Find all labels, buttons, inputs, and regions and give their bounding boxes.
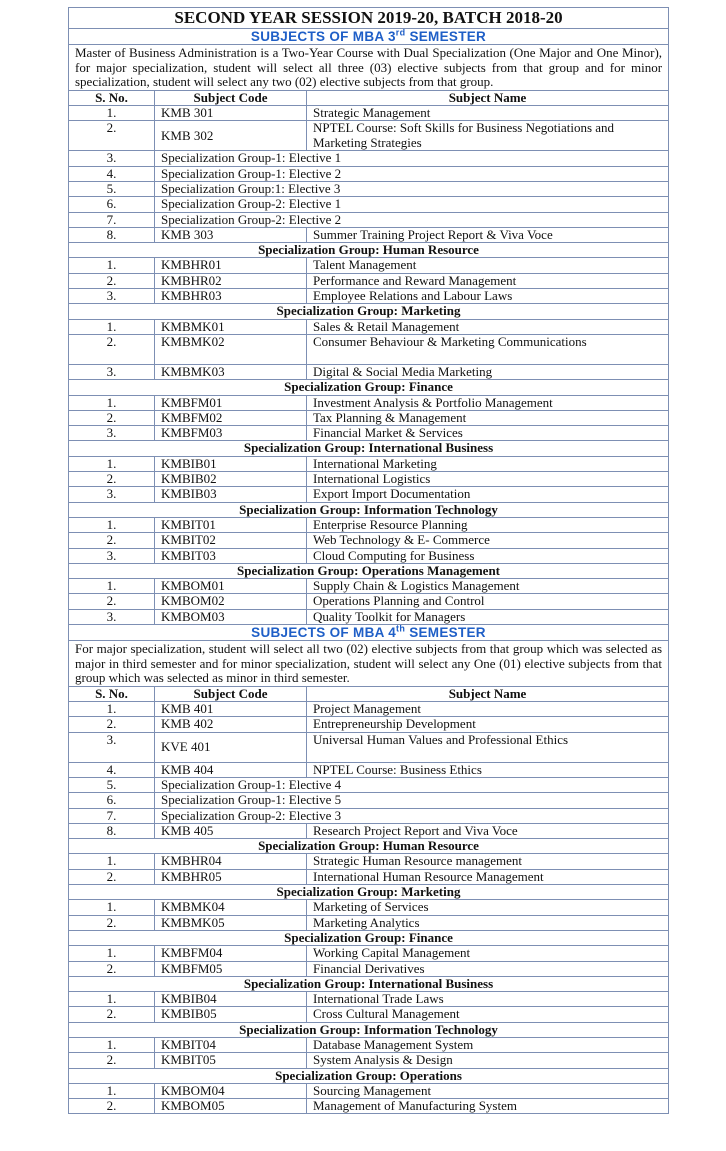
- table-row: [69, 121, 669, 151]
- elective-slot: Specialization Group-1: Elective 4: [155, 777, 669, 792]
- subject-code: KMBMK04: [155, 900, 307, 915]
- row-number: 3.: [69, 426, 155, 441]
- row-number: 2.: [69, 1099, 155, 1114]
- subject-code: KMBOM04: [155, 1083, 307, 1098]
- group-heading-row: [69, 380, 669, 395]
- table-row: [69, 594, 669, 609]
- row-number: 1.: [69, 992, 155, 1007]
- row-number: 1.: [69, 579, 155, 594]
- subject-name: Marketing of Services: [307, 900, 669, 915]
- sem4-intro-row: [69, 640, 669, 686]
- subject-code: KMBOM01: [155, 579, 307, 594]
- group-heading-row: [69, 243, 669, 258]
- subject-name: Performance and Reward Management: [307, 273, 669, 288]
- table-row: [69, 1083, 669, 1098]
- subject-name: Financial Derivatives: [307, 961, 669, 976]
- row-number: 2.: [69, 334, 155, 364]
- row-number: 1.: [69, 106, 155, 121]
- subject-code: KMBMK01: [155, 319, 307, 334]
- group-heading-row: [69, 1068, 669, 1083]
- row-number: 2.: [69, 594, 155, 609]
- subject-code: KMBIT01: [155, 517, 307, 532]
- row-number: 3.: [69, 364, 155, 379]
- table-row: [69, 793, 669, 808]
- heading-text: SUBJECTS OF MBA 4: [251, 624, 397, 640]
- row-number: 2.: [69, 410, 155, 425]
- subject-name: Management of Manufacturing System: [307, 1099, 669, 1114]
- subject-code: KMBMK03: [155, 364, 307, 379]
- column-header-row: [69, 686, 669, 701]
- subject-name: Strategic Management: [307, 106, 669, 121]
- row-number: 1.: [69, 395, 155, 410]
- table-row: [69, 1038, 669, 1053]
- group-heading-row: [69, 839, 669, 854]
- subject-code: KMB 402: [155, 717, 307, 732]
- subject-code: KMBIB01: [155, 456, 307, 471]
- subject-name: International Logistics: [307, 472, 669, 487]
- group-heading-row: [69, 502, 669, 517]
- row-number: 1.: [69, 456, 155, 471]
- table-row: [69, 915, 669, 930]
- table-row: [69, 946, 669, 961]
- row-number: 2.: [69, 472, 155, 487]
- subject-name: Sourcing Management: [307, 1083, 669, 1098]
- table-row: [69, 472, 669, 487]
- table-row: [69, 106, 669, 121]
- table-row: [69, 1053, 669, 1068]
- subject-code: KMBIB04: [155, 992, 307, 1007]
- subject-name: Cloud Computing for Business: [307, 548, 669, 563]
- table-row: [69, 717, 669, 732]
- subject-code: KMBIT04: [155, 1038, 307, 1053]
- subject-code: KMBHR05: [155, 869, 307, 884]
- subject-name: Employee Relations and Labour Laws: [307, 289, 669, 304]
- document-title-row: [69, 8, 669, 29]
- subject-code: KMBFM05: [155, 961, 307, 976]
- subject-code: KMBOM02: [155, 594, 307, 609]
- subject-name: Sales & Retail Management: [307, 319, 669, 334]
- table-row: [69, 319, 669, 334]
- subject-name: International Human Resource Management: [307, 869, 669, 884]
- table-row: [69, 777, 669, 792]
- subject-code: KMBHR02: [155, 273, 307, 288]
- subject-name: Universal Human Values and Professional Ethics: [307, 732, 669, 762]
- row-number: 3.: [69, 548, 155, 563]
- subject-code: KMBIT02: [155, 533, 307, 548]
- group-heading: Specialization Group: Marketing: [69, 304, 669, 319]
- subject-code: KVE 401: [155, 732, 307, 762]
- subject-code: KMBFM01: [155, 395, 307, 410]
- subject-name: Talent Management: [307, 258, 669, 273]
- table-row: [69, 273, 669, 288]
- table-row: [69, 456, 669, 471]
- row-number: 3.: [69, 151, 155, 166]
- row-number: 1.: [69, 1083, 155, 1098]
- subject-code: KMB 404: [155, 762, 307, 777]
- table-row: [69, 364, 669, 379]
- table-row: [69, 1099, 669, 1114]
- column-header-name: Subject Name: [307, 686, 669, 701]
- row-number: 7.: [69, 808, 155, 823]
- subject-code: KMB 401: [155, 702, 307, 717]
- sem4-heading-row: [69, 624, 669, 640]
- subject-code: KMBIT05: [155, 1053, 307, 1068]
- row-number: 1.: [69, 702, 155, 717]
- heading-suffix: SEMESTER: [405, 29, 487, 44]
- sem4-intro-text: For major specialization, student will select all two (02) elective subjects from that group which was selected as major in third semester and for minor specialization, student will select any One (01) elective subjects from that group which was selected as minor in third semester.: [69, 640, 669, 686]
- subject-name: NPTEL Course: Business Ethics: [307, 762, 669, 777]
- group-heading-row: [69, 563, 669, 578]
- table-row: [69, 961, 669, 976]
- group-heading: Specialization Group: Marketing: [69, 885, 669, 900]
- subject-name: International Trade Laws: [307, 992, 669, 1007]
- table-row: [69, 823, 669, 838]
- table-row: [69, 548, 669, 563]
- group-heading: Specialization Group: Human Resource: [69, 839, 669, 854]
- table-row: [69, 732, 669, 762]
- elective-slot: Specialization Group-1: Elective 2: [155, 166, 669, 181]
- row-number: 1.: [69, 900, 155, 915]
- row-number: 3.: [69, 487, 155, 502]
- row-number: 3.: [69, 289, 155, 304]
- table-row: [69, 410, 669, 425]
- document-title: SECOND YEAR SESSION 2019-20, BATCH 2018-20: [69, 8, 669, 29]
- row-number: 5.: [69, 777, 155, 792]
- elective-slot: Specialization Group:1: Elective 3: [155, 181, 669, 196]
- column-header-name: Subject Name: [307, 90, 669, 105]
- subject-code: KMBHR03: [155, 289, 307, 304]
- group-heading: Specialization Group: Operations: [69, 1068, 669, 1083]
- table-row: [69, 900, 669, 915]
- row-number: 3.: [69, 609, 155, 624]
- subject-code: KMBFM03: [155, 426, 307, 441]
- subject-code: KMBFM04: [155, 946, 307, 961]
- table-row: [69, 197, 669, 212]
- row-number: 4.: [69, 762, 155, 777]
- sem3-heading: [69, 29, 669, 45]
- subject-name: Consumer Behaviour & Marketing Communications: [307, 334, 669, 364]
- subject-code: KMBFM02: [155, 410, 307, 425]
- sem3-heading-row: [69, 29, 669, 45]
- elective-slot: Specialization Group-2: Elective 1: [155, 197, 669, 212]
- subject-name: International Marketing: [307, 456, 669, 471]
- subject-name: Marketing Analytics: [307, 915, 669, 930]
- subject-code: KMBMK02: [155, 334, 307, 364]
- group-heading-row: [69, 930, 669, 945]
- subject-code: KMB 303: [155, 227, 307, 242]
- subject-code: KMBOM05: [155, 1099, 307, 1114]
- table-row: [69, 992, 669, 1007]
- row-number: 2.: [69, 1007, 155, 1022]
- elective-slot: Specialization Group-2: Elective 2: [155, 212, 669, 227]
- row-number: 1.: [69, 946, 155, 961]
- table-row: [69, 227, 669, 242]
- subject-name: Web Technology & E- Commerce: [307, 533, 669, 548]
- heading-ordinal: rd: [395, 28, 406, 38]
- row-number: 8.: [69, 823, 155, 838]
- group-heading-row: [69, 1022, 669, 1037]
- table-row: [69, 854, 669, 869]
- subject-name: NPTEL Course: Soft Skills for Business Negotiations and Marketing Strategies: [307, 121, 669, 151]
- table-row: [69, 334, 669, 364]
- sem3-intro-row: [69, 45, 669, 91]
- subject-code: KMBIB05: [155, 1007, 307, 1022]
- group-heading: Specialization Group: Finance: [69, 930, 669, 945]
- table-row: [69, 258, 669, 273]
- subject-name: Supply Chain & Logistics Management: [307, 579, 669, 594]
- group-heading: Specialization Group: International Business: [69, 976, 669, 991]
- subjects-document: [68, 7, 668, 1114]
- subject-name: Operations Planning and Control: [307, 594, 669, 609]
- table-row: [69, 151, 669, 166]
- table-row: [69, 487, 669, 502]
- subject-name: Digital & Social Media Marketing: [307, 364, 669, 379]
- subject-name: Investment Analysis & Portfolio Management: [307, 395, 669, 410]
- row-number: 3.: [69, 732, 155, 762]
- elective-slot: Specialization Group-1: Elective 1: [155, 151, 669, 166]
- subject-name: Quality Toolkit for Managers: [307, 609, 669, 624]
- row-number: 6.: [69, 197, 155, 212]
- subject-code: KMB 302: [155, 121, 307, 151]
- group-heading-row: [69, 304, 669, 319]
- table-row: [69, 808, 669, 823]
- subject-name: Cross Cultural Management: [307, 1007, 669, 1022]
- subject-code: KMBIB03: [155, 487, 307, 502]
- row-number: 4.: [69, 166, 155, 181]
- subject-name: Financial Market & Services: [307, 426, 669, 441]
- table-row: [69, 426, 669, 441]
- row-number: 2.: [69, 915, 155, 930]
- table-row: [69, 289, 669, 304]
- subject-code: KMBOM03: [155, 609, 307, 624]
- row-number: 5.: [69, 181, 155, 196]
- table-row: [69, 533, 669, 548]
- group-heading: Specialization Group: Information Technology: [69, 502, 669, 517]
- group-heading: Specialization Group: Information Technology: [69, 1022, 669, 1037]
- table-row: [69, 517, 669, 532]
- row-number: 6.: [69, 793, 155, 808]
- group-heading: Specialization Group: Finance: [69, 380, 669, 395]
- row-number: 2.: [69, 869, 155, 884]
- column-header-code: Subject Code: [155, 686, 307, 701]
- table-row: [69, 762, 669, 777]
- subject-code: KMBIT03: [155, 548, 307, 563]
- sem3-intro-text: Master of Business Administration is a Two-Year Course with Dual Specialization (One Major and One Minor), for major specialization, student will select all three (03) elective subjects from that group and for minor specialization, student will select any two (02) elective subjects from that group.: [69, 45, 669, 91]
- subject-name: Enterprise Resource Planning: [307, 517, 669, 532]
- row-number: 2.: [69, 121, 155, 151]
- table-row: [69, 1007, 669, 1022]
- subjects-table: [68, 7, 669, 1114]
- group-heading-row: [69, 441, 669, 456]
- group-heading: Specialization Group: Operations Management: [69, 563, 669, 578]
- table-row: [69, 395, 669, 410]
- row-number: 2.: [69, 717, 155, 732]
- subject-name: Summer Training Project Report & Viva Voce: [307, 227, 669, 242]
- subject-code: KMBHR04: [155, 854, 307, 869]
- subject-name: Research Project Report and Viva Voce: [307, 823, 669, 838]
- subject-name: Entrepreneurship Development: [307, 717, 669, 732]
- row-number: 1.: [69, 258, 155, 273]
- column-header-sno: S. No.: [69, 686, 155, 701]
- row-number: 2.: [69, 533, 155, 548]
- subject-code: KMB 405: [155, 823, 307, 838]
- subject-code: KMBIB02: [155, 472, 307, 487]
- row-number: 2.: [69, 961, 155, 976]
- subject-name: Strategic Human Resource management: [307, 854, 669, 869]
- elective-slot: Specialization Group-1: Elective 5: [155, 793, 669, 808]
- table-row: [69, 166, 669, 181]
- table-row: [69, 579, 669, 594]
- heading-ordinal: th: [396, 624, 406, 634]
- group-heading: Specialization Group: International Business: [69, 441, 669, 456]
- row-number: 1.: [69, 319, 155, 334]
- elective-slot: Specialization Group-2: Elective 3: [155, 808, 669, 823]
- row-number: 2.: [69, 273, 155, 288]
- row-number: 1.: [69, 1038, 155, 1053]
- row-number: 1.: [69, 854, 155, 869]
- column-header-code: Subject Code: [155, 90, 307, 105]
- column-header-row: [69, 90, 669, 105]
- row-number: 1.: [69, 517, 155, 532]
- heading-suffix: SEMESTER: [405, 624, 486, 640]
- table-row: [69, 869, 669, 884]
- table-row: [69, 212, 669, 227]
- subject-name: Working Capital Management: [307, 946, 669, 961]
- row-number: 2.: [69, 1053, 155, 1068]
- group-heading: Specialization Group: Human Resource: [69, 243, 669, 258]
- group-heading-row: [69, 976, 669, 991]
- subject-name: Database Management System: [307, 1038, 669, 1053]
- table-row: [69, 609, 669, 624]
- column-header-sno: S. No.: [69, 90, 155, 105]
- subject-name: Tax Planning & Management: [307, 410, 669, 425]
- subject-code: KMBHR01: [155, 258, 307, 273]
- table-row: [69, 181, 669, 196]
- row-number: 7.: [69, 212, 155, 227]
- heading-text: SUBJECTS OF MBA 3: [250, 29, 396, 44]
- sem4-heading: [69, 624, 669, 640]
- subject-code: KMBMK05: [155, 915, 307, 930]
- subject-code: KMB 301: [155, 106, 307, 121]
- subject-name: Export Import Documentation: [307, 487, 669, 502]
- row-number: 8.: [69, 227, 155, 242]
- subject-name: Project Management: [307, 702, 669, 717]
- group-heading-row: [69, 885, 669, 900]
- subject-name: System Analysis & Design: [307, 1053, 669, 1068]
- table-row: [69, 702, 669, 717]
